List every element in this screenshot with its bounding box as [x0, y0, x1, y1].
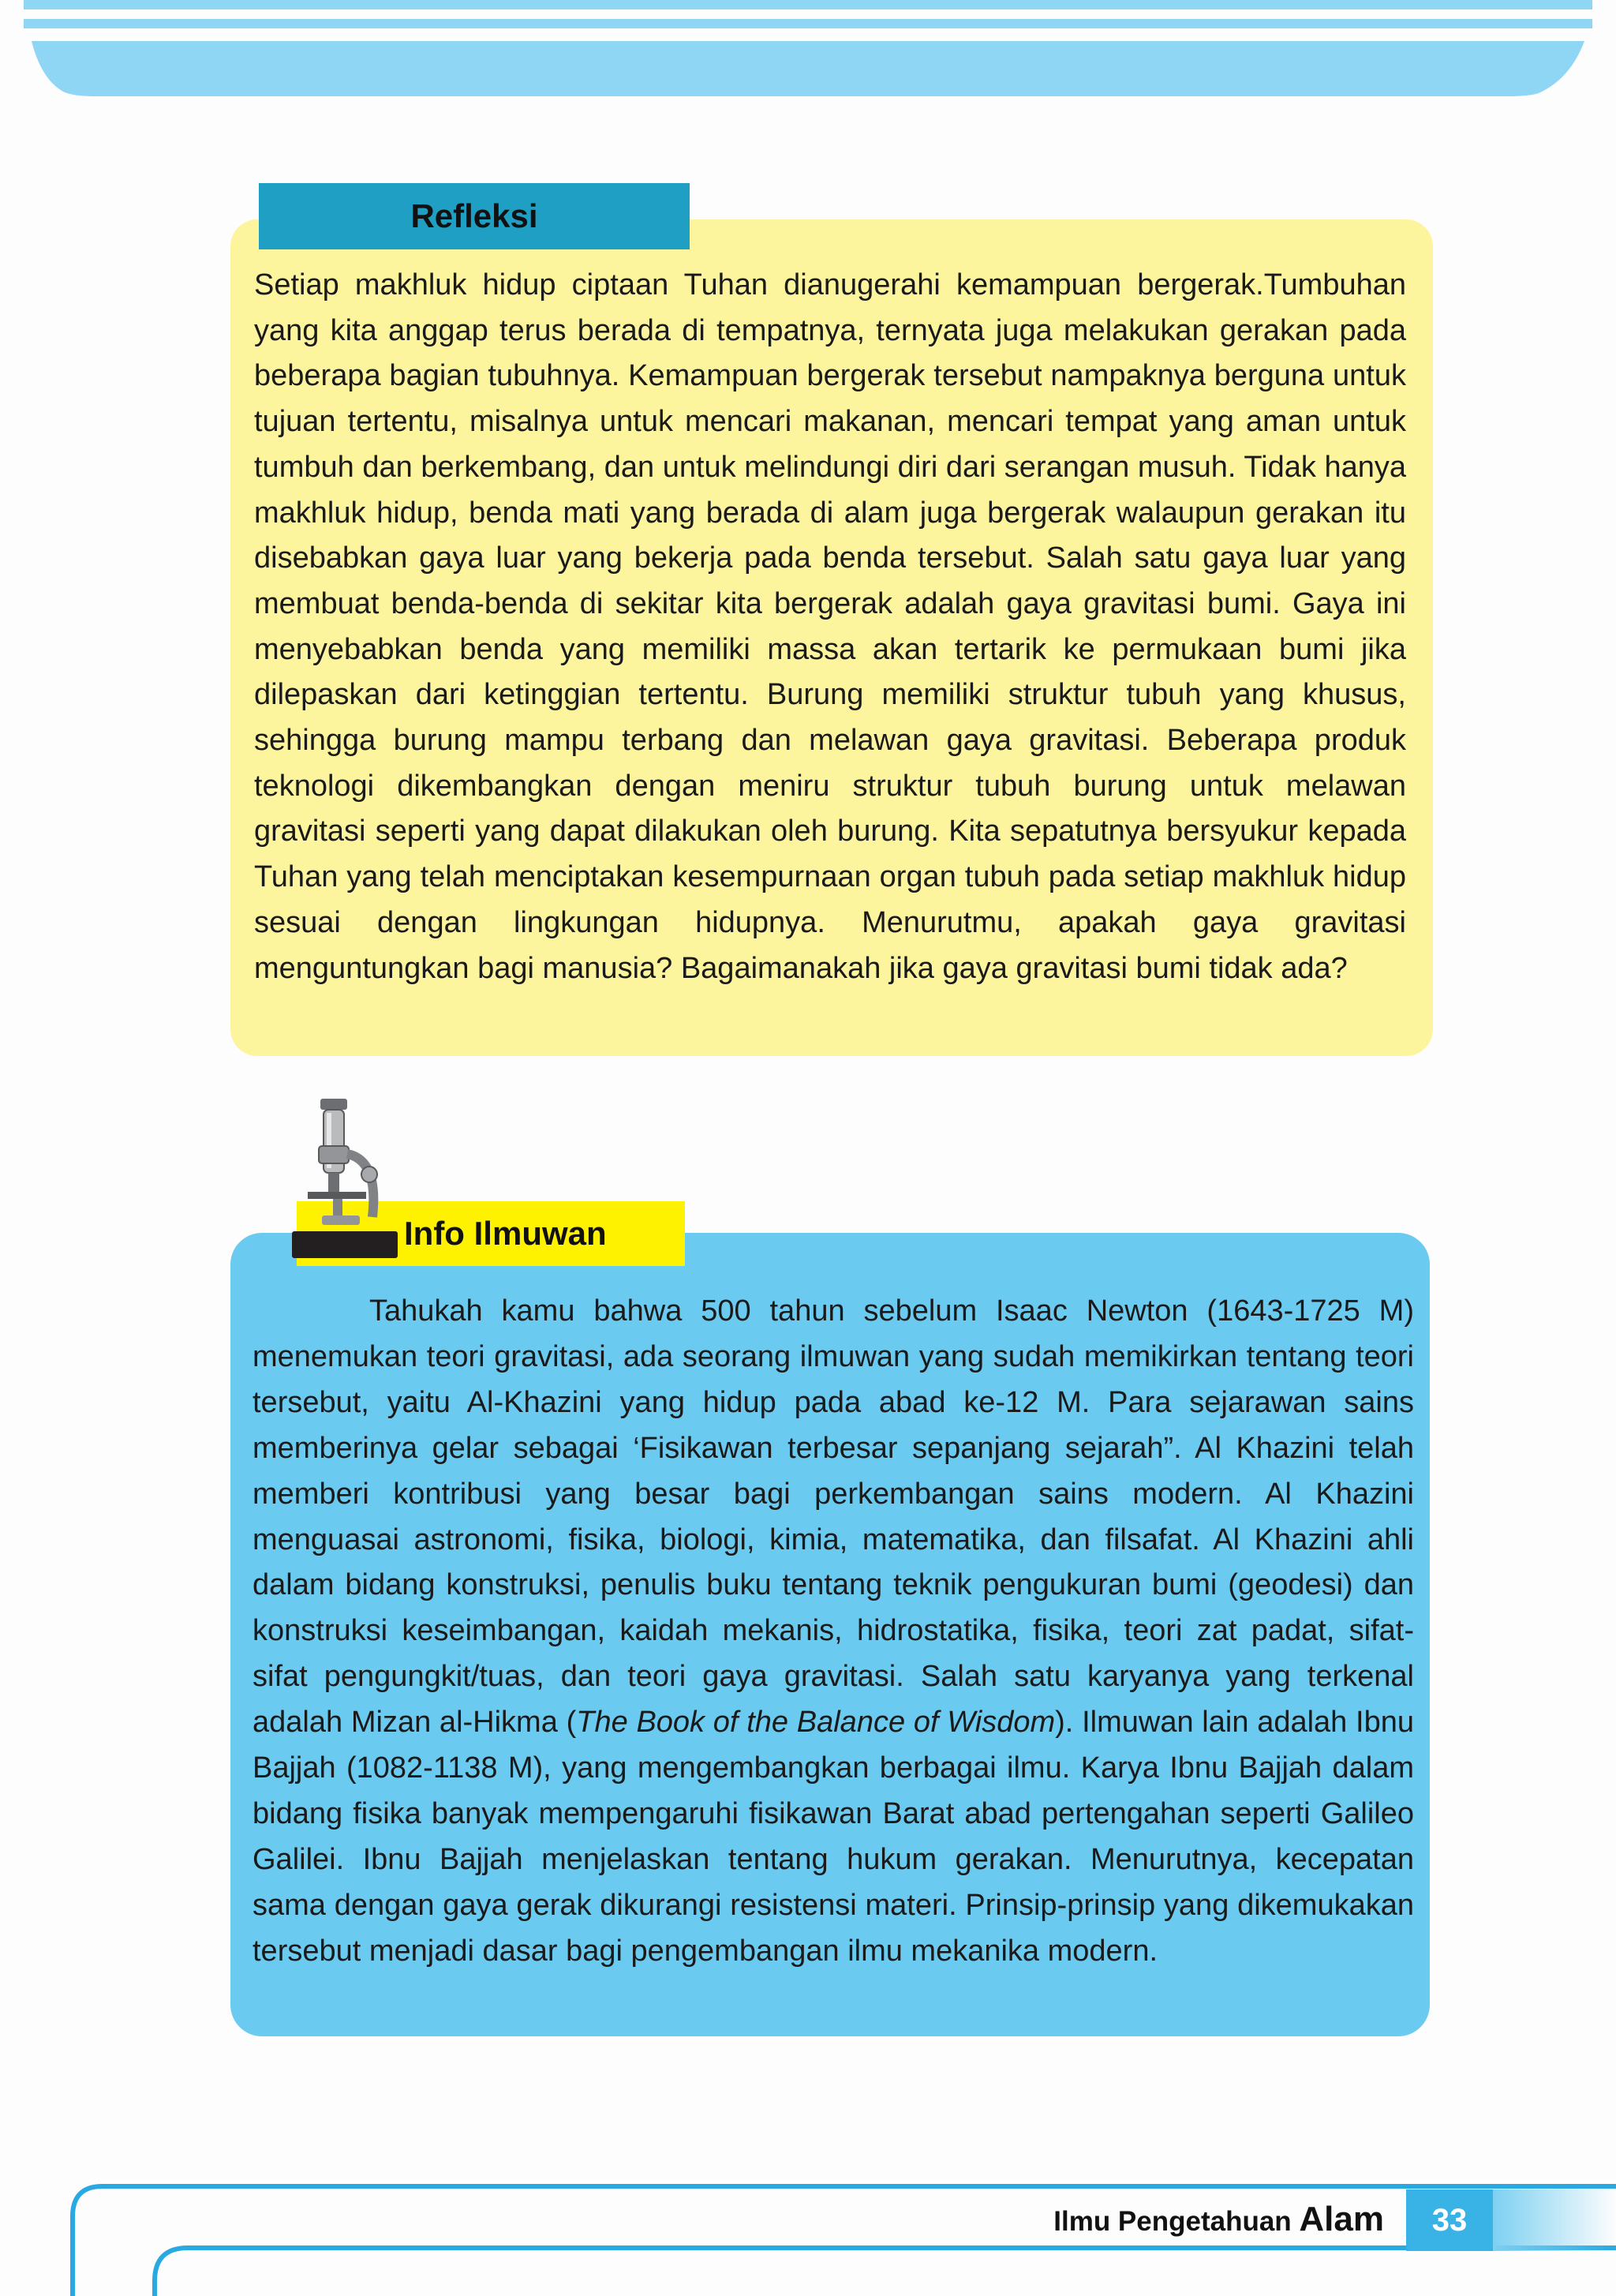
info-body-part2: ). Ilmuwan lain adalah Ibnu Bajjah (1082-1138 M), yang mengembangkan berbagai ilmu. Karya Ibnu Bajjah dalam bidang fisika banyak mempengaruhi fisikawan Barat abad pertengahan seperti Galileo Galilei. Ibnu Bajjah menjelaskan tentang hukum gerakan. Menurutnya, kecepatan sama dengan gaya gerak dikurangi resistensi materi. Prinsip-prinsip yang dikemukakan tersebut menjadi dasar bagi pengembangan ilmu mekanika modern. — [252, 1706, 1414, 1968]
top-banner — [0, 0, 1616, 103]
info-body-part1: Tahukah kamu bahwa 500 tahun sebelum Isaac Newton (1643-1725 M) menemukan teori gravitasi, ada seorang ilmuwan yang sudah memikirkan tentang teori tersebut, yaitu Al-Khazini yang hidup pada abad ke-12 M. Para sejarawan sains memberinya gelar sebagai ‘Fisikawan terbesar sepanjang sejarah”. Al Khazini telah memberi kontribusi yang besar bagi perkembangan sains modern. Al Khazini menguasai astronomi, fisika, biologi, kimia, matematika, dan filsafat. Al Khazini ahli dalam bidang konstruksi, penulis buku tentang teknik pengukuran bumi (geodesi) dan konstruksi keseimbangan, kaidah mekanis, hidrostatika, fisika, teori zat padat, sifat-sifat pengungkit/tuas, dan teori gaya gravitasi. Salah satu karyanya yang terkenal adalah Mizan al-Hikma ( — [252, 1294, 1414, 1740]
book-title-prefix: Ilmu Pengetahuan — [1053, 2206, 1300, 2237]
info-body-book-title: The Book of the Balance of Wisdom — [576, 1706, 1056, 1740]
refleksi-body: Setiap makhluk hidup ciptaan Tuhan dianugerahi kemampuan bergerak.Tumbuhan yang kita anggap terus berada di tempatnya, ternyata juga melakukan gerakan pada beberapa bagian tubuhnya. Kemampuan bergerak tersebut nampaknya berguna untuk tujuan tertentu, misalnya untuk mencari makanan, mencari tempat yang aman untuk tumbuh dan berkembang, dan untuk melindungi diri dari serangan musuh. Tidak hanya makhluk hidup, benda mati yang berada di alam juga bergerak walaupun gerakan itu disebabkan gaya luar yang bekerja pada benda tersebut. Salah satu gaya luar yang membuat benda-benda di sekitar kita bergerak adalah gaya gravitasi bumi. Gaya ini menyebabkan benda yang memiliki massa akan tertarik ke permukaan bumi jika dilepaskan dari ketinggian tertentu. Burung memiliki struktur tubuh yang khusus, sehingga burung mampu terbang dan melawan gaya gravitasi. Beberapa produk teknologi dikembangkan dengan meniru struktur tubuh burung untuk melawan gravitasi seperti yang dapat dilakukan oleh burung. Kita sepatutnya bersyukur kepada Tuhan yang telah menciptakan kesempurnaan organ tubuh pada setiap makhluk hidup sesuai dengan lingkungan hidupnya. Menurutmu, apakah gaya gravitasi menguntungkan bagi manusia? Bagaimanakah jika gaya gravitasi bumi tidak ada? — [254, 268, 1406, 985]
page-number: 33 — [1406, 2189, 1493, 2251]
page-number-fade — [1493, 2189, 1616, 2251]
info-body — [252, 1289, 1414, 1975]
info-title: Info Ilmuwan — [297, 1201, 685, 1266]
microscope-icon — [290, 1099, 401, 1272]
book-title-suffix: Alam — [1299, 2200, 1384, 2238]
refleksi-title: Refleksi — [259, 183, 690, 249]
book-title — [1053, 2200, 1384, 2239]
